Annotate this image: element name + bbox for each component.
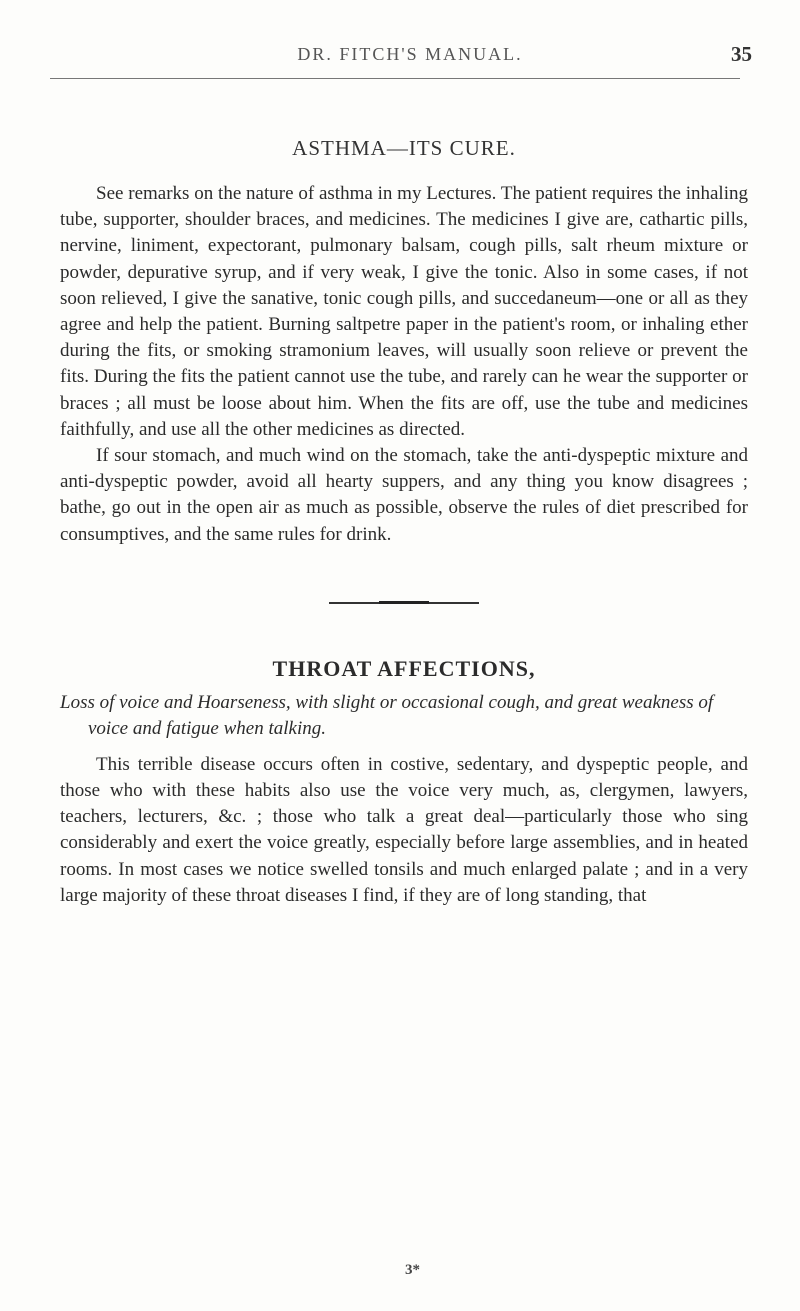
page-content xyxy=(60,136,748,909)
asthma-paragraph-2: If sour stomach, and much wind on the stomach, take the anti-dyspeptic mixture and anti-dyspeptic powder, avoid all hearty suppers, and any thing you know disagrees ; bathe, go out in the open air as much as possible, observe the rules of diet prescribed for consumptives, and the same rules for drink. xyxy=(60,445,748,545)
signature-mark: 3* xyxy=(405,1262,420,1278)
running-header xyxy=(60,44,760,80)
section-divider xyxy=(329,602,479,604)
page-number: 35 xyxy=(731,42,752,66)
running-title: DR. FITCH'S MANUAL. xyxy=(297,44,523,64)
asthma-paragraph-1: See remarks on the nature of asthma in my Lectures. The patient requires the inhaling tube, supporter, shoulder braces, and medicines. The medicines I give are, cathartic pills, nervine, liniment, expectorant, pulmonary balsam, cough pills, salt rheum mixture or powder, depurative syrup, and if very weak, I give the tonic. Also in some cases, if not soon relieved, I give the sanative, tonic cough pills, and succedaneum—one or all as they agree and help the patient. Burning saltpetre paper in the patient's room, or inhaling ether during the fits, or smoking stramonium leaves, will usually soon relieve or prevent the fits. During the fits the patient cannot use the tube, and rarely can he wear the supporter or braces ; all must be loose about him. When the fits are off, use the tube and medicines faithfully, and use all the other medicines as directed. xyxy=(60,183,748,440)
header-rule xyxy=(50,78,740,79)
throat-paragraph: This terrible disease occurs often in costive, sedentary, and dyspeptic people, and those who with these habits also use the voice very much, as, clergymen, lawyers, teachers, lecturers, &c. ; those who talk a great deal—particularly those who sing considerably and exert the voice greatly, especially before large assemblies, and in heated rooms. In most cases we notice swelled tonsils and much enlarged palate ; and in a very large majority of these throat diseases I find, if they are of long standing, that xyxy=(60,753,748,906)
throat-subtitle: Loss of voice and Hoarseness, with slight or occasional cough, and great weakness of voice and fatigue when talking. xyxy=(60,691,714,739)
asthma-section-title: ASTHMA—ITS CURE. xyxy=(292,136,516,160)
throat-section-title: THROAT AFFECTIONS, xyxy=(272,655,536,681)
